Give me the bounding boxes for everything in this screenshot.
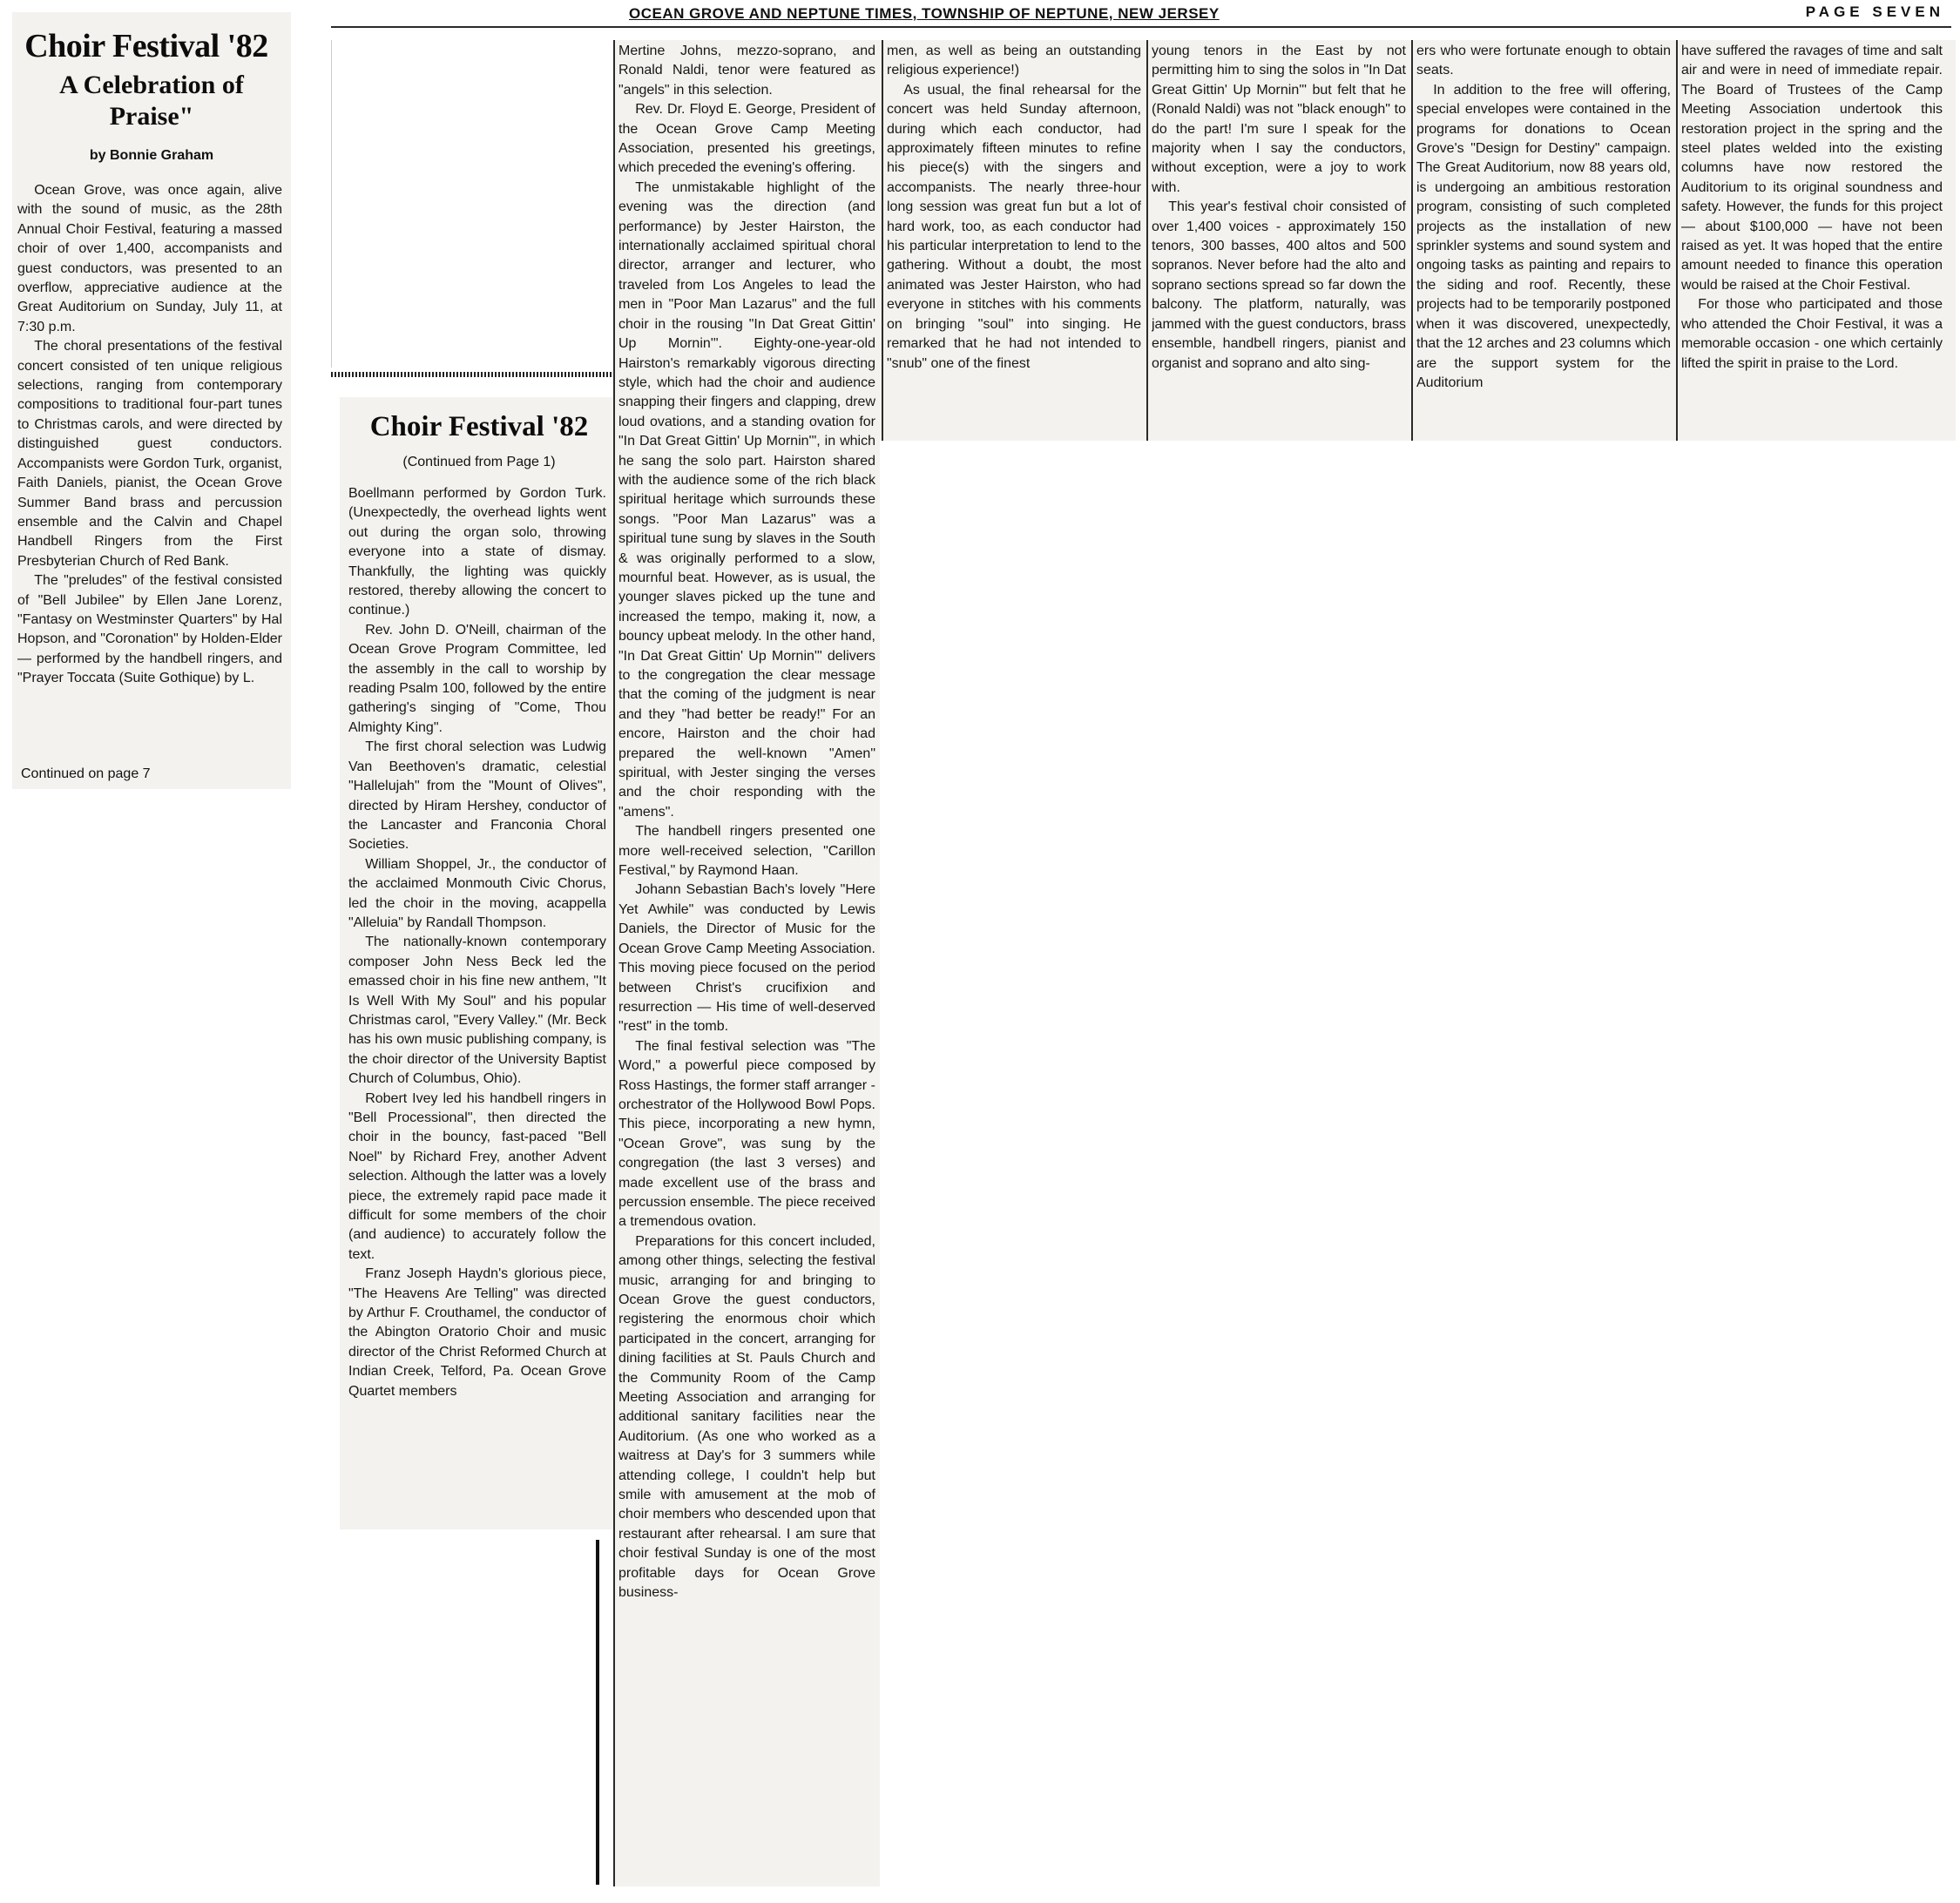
article-body bbox=[17, 181, 282, 754]
paragraph: Ocean Grove, was once again, alive with the sound of music, as the 28th Annual Choir Festival, featuring a massed choir of over 1,400, accompanists and guest conductors, was presented to an overflow, appreciative audience at the Great Auditorium on Sunday, July 11, at 7:30 p.m. bbox=[17, 183, 282, 334]
paragraph: Franz Joseph Haydn's glorious piece, "The Heavens Are Telling" was directed by Arthur F. Crouthamel, the conductor of the Abington Oratorio Choir and music director of the Christ Reformed Church at Indian Creek, Telford, Pa. Ocean Grove Quartet members bbox=[348, 1266, 606, 1399]
paragraph: The "preludes" of the festival consisted of "Bell Jubilee" by Ellen Jane Lorenz, "Fantasy on Westminster Quarters" by Hal Hopson, and "Coronation" by Holden-Elder — performed by the handbell ringers, and "Prayer Toccata (Suite Gothique) by L. bbox=[17, 573, 282, 686]
paragraph: The first choral selection was Ludwig Van Beethoven's dramatic, celestial "Hallelujah" from the "Mount of Olives", directed by Hiram Hershey, conductor of the Lancaster and Franconia Choral Societies. bbox=[348, 739, 606, 853]
byline: by Bonnie Graham bbox=[89, 148, 214, 163]
article-column-4 bbox=[1152, 42, 1406, 439]
paragraph: The nationally-known contemporary composer John Ness Beck led the emassed choir in his fine new anthem, "It Is Well With My Soul" and his popular Christmas carol, "Every Valley." (Mr. Beck has his own music publishing company, is the choir director of the University Baptist Church of Columbus, Ohio). bbox=[348, 935, 606, 1087]
paragraph: The handbell ringers presented one more well-received selection, "Carillon Festival," by Raymond Haan. bbox=[618, 824, 875, 879]
paragraph: For those who participated and those who attended the Choir Festival, it was a memorable occasion - one which certainly lifted the spirit in praise to the Lord. bbox=[1681, 297, 1943, 371]
paragraph: William Shoppel, Jr., the conductor of the acclaimed Monmouth Civic Chorus, led the choir in the moving, acappella "Alleluia" by Randall Thompson. bbox=[348, 856, 606, 930]
masthead bbox=[333, 2, 1953, 26]
column-rule bbox=[882, 40, 883, 441]
page-number: PAGE SEVEN bbox=[1805, 3, 1944, 20]
masthead-rule bbox=[331, 26, 1951, 28]
column-rule-heavy bbox=[596, 1540, 599, 1885]
subheadline: A Celebration of Praise" bbox=[59, 71, 244, 131]
paragraph: This year's festival choir consisted of over 1,400 voices - approximately 150 tenors, 300 basses, 400 altos and 500 sopranos. Never before had the alto and soprano sections spread so far down the balcony. The platform, naturally, was jammed with the guest conductors, brass ensemble, handbell ringers, pianist and organist and soprano and alto sing- bbox=[1152, 199, 1406, 371]
paragraph: Mertine Johns, mezzo-soprano, and Ronald Naldi, tenor were featured as "angels" in this selection. bbox=[618, 44, 875, 98]
paper-name: OCEAN GROVE AND NEPTUNE TIMES, TOWNSHIP OF NEPTUNE, NEW JERSEY bbox=[629, 5, 1220, 22]
article-column-5 bbox=[1416, 42, 1671, 439]
article-column-2 bbox=[618, 42, 875, 1879]
continued-headline: Choir Festival '82 bbox=[369, 411, 589, 442]
column-rule bbox=[1676, 40, 1678, 441]
paragraph: young tenors in the East by not permitting him to sing the solos in "In Dat Great Gittin' Up Mornin'" but felt that he (Ronald Naldi) was not "black enough" to do the part! I'm sure I speak for the majority when I say the conductors, without exception, were a joy to work with. bbox=[1152, 44, 1406, 195]
paragraph: men, as well as being an outstanding religious experience!) bbox=[887, 44, 1141, 78]
paragraph: As usual, the final rehearsal for the concert was held Sunday afternoon, during which each conductor, had approximately fifteen minutes to refine his piece(s) with the singers and accompanists. The nearly three-hour long session was great fun but a lot of hard work, too, as each conductor had his particular interpretation to lend to the gathering. Without a doubt, the most animated was Jester Hairston, who had everyone in stitches with his comments on bringing "soul" into singing. He remarked that he had not intended to "snub" one of the finest bbox=[887, 82, 1141, 371]
article-column-6 bbox=[1681, 42, 1943, 439]
continued-note: Continued on page 7 bbox=[21, 766, 151, 781]
paragraph: The choral presentations of the festival concert consisted of ten unique religious selections, ranging from contemporary compositions to traditional four-part tunes to Christmas carols, and were directed by distinguished guest conductors. Accompanists were Gordon Turk, organist, Faith Daniels, pianist, the Ocean Grove Summer Band brass and percussion ensemble and the Calvin and Chapel Handbell Ringers from the First Presbyterian Church of Red Bank. bbox=[17, 339, 282, 569]
article-column-1 bbox=[348, 484, 606, 1529]
paragraph: Robert Ivey led his handbell ringers in "Bell Processional", then directed the choir in the bouncy, fast-paced "Bell Noel" by Richard Frey, another Advent selection. Although the latter was a lovely piece, the extremely rapid pace made it difficult for some members of the choir (and audience) to accurately follow the text. bbox=[348, 1090, 606, 1262]
paragraph: Johann Sebastian Bach's lovely "Here Yet Awhile" was conducted by Lewis Daniels, the Director of Music for the Ocean Grove Camp Meeting Association. This moving piece focused on the period between Christ's crucifixion and resurrection — His time of well-deserved "rest" in the tomb. bbox=[618, 882, 875, 1035]
paragraph: The final festival selection was "The Word," a powerful piece composed by Ross Hastings, the former staff arranger - orchestrator of the Hollywood Bowl Pops. This piece, incorporating a new hymn, "Ocean Grove", was sung by the congregation (the last 3 verses) and made excellent use of the brass and percussion ensemble. The piece received a tremendous ovation. bbox=[618, 1038, 875, 1230]
continued-from: (Continued from Page 1) bbox=[402, 455, 556, 469]
paragraph: Boellmann performed by Gordon Turk. (Unexpectedly, the overhead lights went out during the organ solo, throwing everyone into a state of dismay. Thankfully, the lighting was quickly restored, thereby allowing the concert to continue.) bbox=[348, 486, 606, 618]
blank-area bbox=[331, 40, 611, 368]
paragraph: Rev. John D. O'Neill, chairman of the Ocean Grove Program Committee, led the assembly in the call to worship by reading Psalm 100, followed by the entire gathering's singing of "Come, Thou Almighty King". bbox=[348, 622, 606, 735]
article-column-3 bbox=[887, 42, 1141, 439]
column-rule bbox=[1146, 40, 1148, 441]
paragraph: have suffered the ravages of time and salt air and were in need of immediate repair. The Board of Trustees of the Camp Meeting Association undertook this restoration project in the spring and the steel plates welded into the existing columns have now restored the Auditorium to its original soundness and safety. However, the funds for this project — about $100,000 — have not been raised as yet. It was hoped that the entire amount needed to finance this operation would be raised at the Choir Festival. bbox=[1681, 44, 1943, 293]
paragraph: Rev. Dr. Floyd E. George, President of the Ocean Grove Camp Meeting Association, presented his greetings, which preceded the evening's offering. bbox=[618, 102, 875, 176]
column-rule bbox=[613, 40, 615, 1886]
paragraph: In addition to the free will offering, special envelopes were contained in the programs for donations to Ocean Grove's "Design for Destiny" campaign. The Great Auditorium, now 88 years old, is undergoing an ambitious restoration program, consisting of such completed projects as the installation of new sprinkler systems and sound system and ongoing tasks as painting and repairs to the siding and roof. Recently, these projects had to be temporarily postponed when it was discovered, unexpectedly, that the 12 arches and 23 columns which are the support system for the Auditorium bbox=[1416, 82, 1671, 390]
headline: Choir Festival '82 bbox=[24, 28, 268, 64]
paragraph: Preparations for this concert included, among other things, selecting the festival music, arranging for and bringing to Ocean Grove the guest conductors, registering the enormous choir which participated in the concert, arranging for dining facilities at St. Pauls Church and the Community Room of the Camp Meeting Association and arranging for additional sanitary facilities near the Auditorium. (As one who worked as a waitress at Day's for 3 summers while attending college, I couldn't help but smile with amusement at the mob of choir members who descended upon that restaurant after rehearsal. I am sure that choir festival Sunday is one of the most profitable days for Ocean Grove business- bbox=[618, 1233, 875, 1601]
paragraph: ers who were fortunate enough to obtain seats. bbox=[1416, 44, 1671, 78]
article-clipping-front bbox=[12, 12, 291, 789]
paragraph: The unmistakable highlight of the evening was the direction (and performance) by Jester Hairston, the internationally acclaimed spiritual choral director, arranger and lecturer, who traveled from Los Angeles to lead the men in "Poor Man Lazarus" and the full choir in the rousing "In Dat Great Gittin' Up Mornin'". Eighty-one-year-old Hairston's remarkably vigorous directing style, which had the choir and audience snapping their fingers and clapping, drew loud ovations, and a standing ovation for "In Dat Great Gittin' Up Mornin'", in which he sang the solo part. Hairston shared with the audience some of the rich black spiritual heritage which surrounds these songs. "Poor Man Lazarus" was a spiritual tune sung by slaves in the South & was originally performed to a slow, mournful beat. However, as is usual, the younger slaves picked up the tune and increased the tempo, making it, now, a bouncy upbeat melody. In the other hand, "In Dat Great Gittin' Up Mornin'" delivers to the congregation the clear message that the coming of the judgment is near and they "had better be ready!" For an encore, Hairston and the choir had prepared the well-known "Amen" spiritual, with Jester singing the verses and the choir responding with the "amens". bbox=[618, 179, 875, 820]
column-rule bbox=[1411, 40, 1413, 441]
separator-rule bbox=[331, 372, 614, 377]
